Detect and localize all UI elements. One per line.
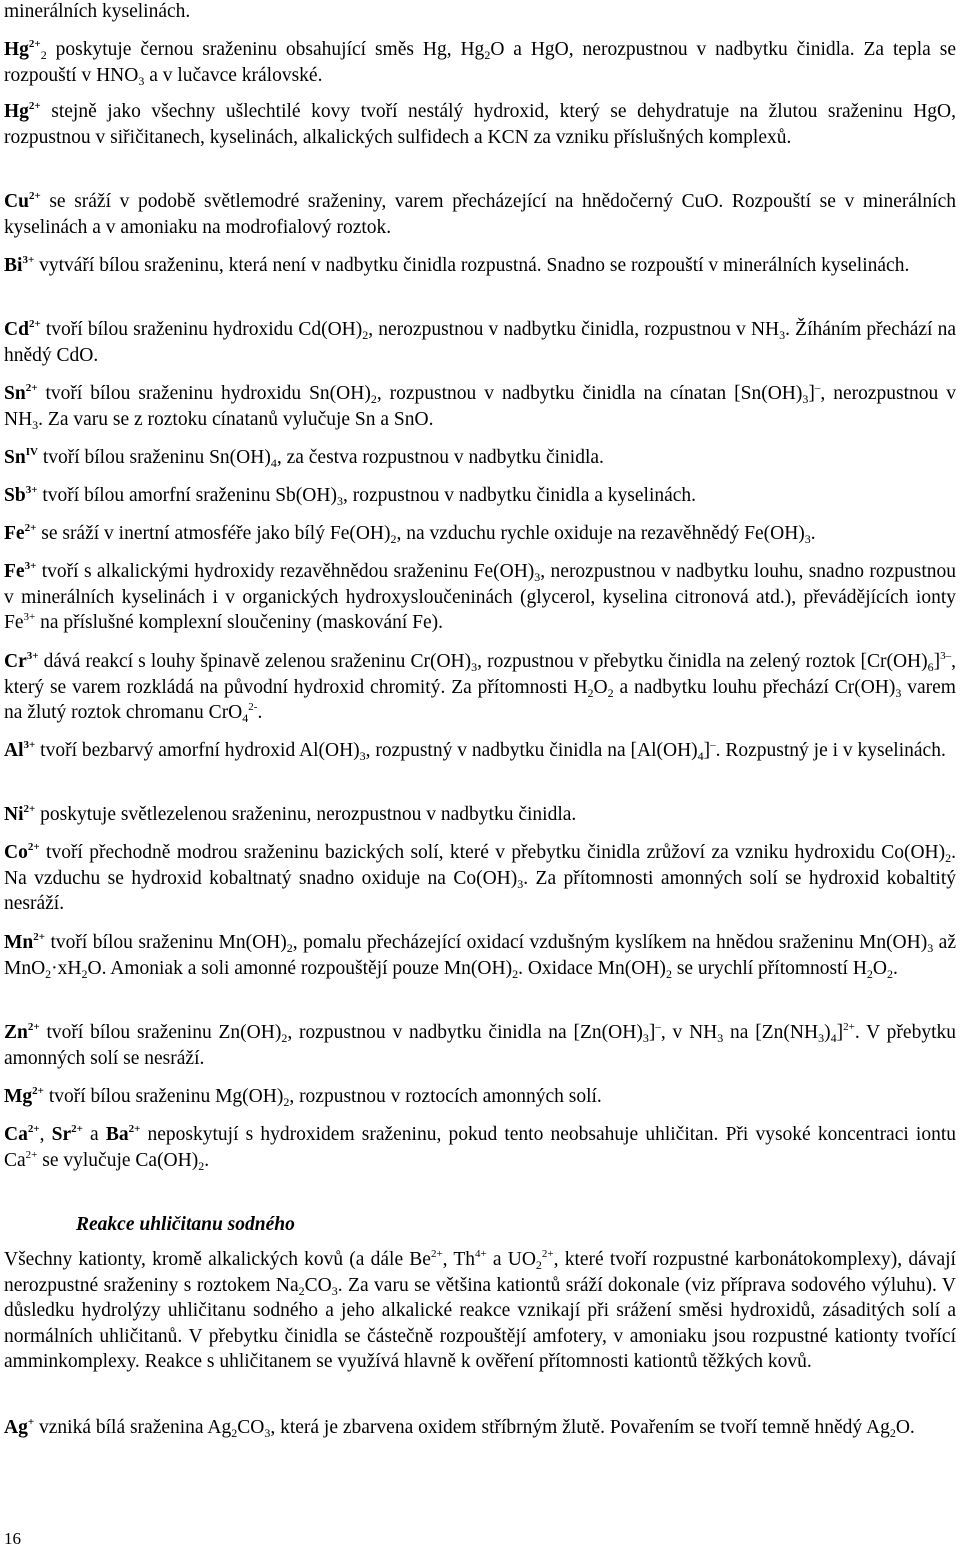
superscript: 2+ <box>128 1123 141 1135</box>
paragraph-cd <box>4 317 956 368</box>
page-number: 16 <box>4 1529 21 1548</box>
text-run: , který se varem rozkládá na původní hydroxid chromitý. Za přítomnosti H <box>4 651 956 698</box>
text-run: dává reakcí s louhy špinavě zelenou sraženinu Cr(OH) <box>38 651 472 672</box>
text-run: CO <box>304 1274 332 1296</box>
text-run: vzniká bílá sraženina Ag <box>34 1417 232 1438</box>
subscript: 2 <box>298 1283 305 1298</box>
ion-label: Bi <box>4 255 23 276</box>
superscript: 2+ <box>27 1123 40 1135</box>
text-run: . Žíháním přechází na hnědý CdO. <box>4 319 957 366</box>
text-run: . Za přítomnosti amonných solí se hydroxid kobaltitý nesráží. <box>4 867 956 914</box>
text-run: se urychlí přítomností H <box>671 957 867 979</box>
subscript: 2 <box>535 1258 542 1272</box>
text-run: ] <box>933 651 941 672</box>
text-run: na příslušné komplexní sloučeniny (maskování Fe). <box>35 612 444 633</box>
text-run: . <box>204 1149 210 1171</box>
text-run: varem na žlutý roztok chromanu CrO <box>4 676 956 723</box>
subscript: 3 <box>779 328 786 342</box>
text-run: ] <box>808 383 815 404</box>
subscript: 4 <box>830 1031 837 1045</box>
superscript: 2+ <box>25 382 38 394</box>
ion-label: Ca <box>4 1124 28 1145</box>
subscript: 4 <box>697 749 704 763</box>
paragraph-carbonate-intro <box>4 1247 956 1375</box>
text-run: , Th <box>442 1249 476 1270</box>
text-run: tvoří bílou amorfní sraženinu Sb(OH) <box>37 485 337 506</box>
text-run: . <box>810 523 816 544</box>
superscript: 2+ <box>32 1085 44 1097</box>
superscript: – <box>814 382 821 394</box>
text-run: poskytuje černou sraženinu obsahující směs Hg, Hg <box>46 39 485 60</box>
text-run: tvoří bezbarvý amorfní hydroxid Al(OH) <box>35 740 360 761</box>
ion-label: Ba <box>105 1124 129 1145</box>
subscript: 3 <box>32 417 39 432</box>
superscript: 2+ <box>24 522 37 534</box>
superscript: IV <box>25 446 38 458</box>
text-run: ·xH <box>51 957 82 979</box>
superscript: 2- <box>248 701 258 713</box>
subscript: 3 <box>517 876 524 891</box>
paragraph-mn <box>4 930 956 981</box>
superscript: 3+ <box>25 484 38 496</box>
superscript: 2+ <box>33 931 46 943</box>
text-run: až MnO <box>4 932 956 979</box>
text-run: , v NH <box>660 1022 718 1043</box>
subscript: 2 <box>281 1031 288 1045</box>
text-run: , <box>39 1124 52 1145</box>
paragraph-intro-tail <box>4 0 956 25</box>
text-run: na [Zn(NH <box>723 1022 819 1043</box>
text-run: . <box>893 957 898 979</box>
subscript: 3 <box>138 73 145 88</box>
paragraph-mg <box>4 1084 956 1110</box>
text-run: . Za varu se z roztoku cínatanů vylučuje Sn a SnO. <box>38 408 434 430</box>
ion-label: Ag <box>4 1417 28 1438</box>
text-run: tvoří přechodně modrou sraženinu bazických solí, které v přebytku činidla zrůžoví za vzniku hydroxidu Co(OH) <box>39 842 946 863</box>
subscript: 3 <box>717 1031 724 1045</box>
superscript: 3+ <box>22 254 35 266</box>
text-run: . <box>257 702 263 723</box>
paragraph-sn4 <box>4 445 956 471</box>
text-run: . Rozpustný je i v kyselinách. <box>715 740 946 761</box>
ion-label: Sn <box>4 383 26 404</box>
superscript: 3+ <box>23 739 36 751</box>
ion-label: Fe <box>4 523 25 544</box>
text-run: O. <box>895 1417 915 1438</box>
subscript: 2 <box>362 328 369 342</box>
text-run: ] <box>703 740 711 761</box>
subscript: 2 <box>866 966 873 981</box>
paragraph-hg-2 <box>4 37 956 88</box>
superscript: 2+ <box>27 841 40 853</box>
text-run: ] <box>836 1022 844 1043</box>
text-run: , pomalu přecházející oxidací vzdušným kyslíkem na hnědou sraženinu Mn(OH) <box>292 932 928 953</box>
subscript: 2 <box>889 1426 896 1440</box>
superscript: – <box>655 1021 661 1033</box>
subscript: 2 <box>484 48 491 62</box>
ion-label: Mn <box>4 932 34 953</box>
text-run: , rozpustnou v nadbytku činidla a kyselinách. <box>342 485 697 506</box>
superscript: 3– <box>940 650 952 662</box>
superscript: + <box>27 1416 35 1428</box>
subscript: 2 <box>390 532 397 546</box>
subscript: 3 <box>927 941 934 955</box>
ion-label: Al <box>4 740 24 761</box>
subscript: 2 <box>40 48 47 62</box>
text-run: , za čestva rozpustnou v nadbytku činidla. <box>276 447 604 468</box>
subscript: 3 <box>802 392 809 406</box>
ion-label: Sb <box>4 485 26 506</box>
subscript: 3 <box>804 532 811 546</box>
text-run: se sráží v podobě světlemodré sraženiny, varem přecházející na hnědočerný CuO. Rozpouští se v minerálních kyselinách a v amoniaku na modrofialový roztok. <box>4 191 956 238</box>
paragraph-sb <box>4 483 956 509</box>
ion-label: Sr <box>51 1124 72 1145</box>
text-run: tvoří bílou sraženinu Mg(OH) <box>43 1086 284 1107</box>
text-run: tvoří bílou sraženinu hydroxidu Cd(OH) <box>40 319 363 340</box>
text-run: a nadbytku louhu přechází Cr(OH) <box>613 676 896 698</box>
subscript: 2 <box>286 941 293 955</box>
ion-label: Cr <box>4 651 27 672</box>
paragraph-cu <box>4 189 956 240</box>
subscript: 2 <box>587 685 594 700</box>
paragraph-hg2plus <box>4 99 956 150</box>
text-run: tvoří bílou sraženinu Mn(OH) <box>45 932 287 953</box>
text-run: poskytuje světlezelenou sraženinu, nerozpustnou v nadbytku činidla. <box>35 804 577 825</box>
text-run: tvoří s alkalickými hydroxidy rezavěhnědou sraženinu Fe(OH) <box>36 561 535 582</box>
subscript: 3 <box>895 685 902 700</box>
text-run: , rozpustnou v nadbytku činidla na [Zn(OH) <box>287 1022 643 1043</box>
superscript: 3+ <box>23 611 36 623</box>
text-run: neposkytují s hydroxidem sraženinu, pokud tento neobsahuje uhličitan. Při vysoké koncentraci iontu Ca <box>4 1124 957 1171</box>
ion-label: Hg <box>4 101 29 122</box>
text-run: a UO <box>486 1249 536 1270</box>
superscript: 2+ <box>27 1021 40 1033</box>
ion-label: Sn <box>4 447 26 468</box>
subscript: 2 <box>512 966 519 981</box>
superscript: 2+ <box>71 1123 83 1135</box>
text-run: , rozpustný v nadbytku činidla na [Al(OH) <box>365 740 698 761</box>
paragraph-bi <box>4 253 956 279</box>
text-run: a v lučavce královské. <box>144 64 323 86</box>
text-run: , na vzduchu rychle oxiduje na rezavěhnědý Fe(OH) <box>396 523 805 544</box>
superscript: – <box>710 739 716 751</box>
subscript: 4 <box>242 711 249 725</box>
superscript: 2+ <box>23 803 36 815</box>
subscript: 2 <box>231 1426 238 1440</box>
superscript: 2+ <box>28 190 41 202</box>
text-run: ] <box>648 1022 656 1043</box>
subscript: 3 <box>471 660 478 674</box>
ion-label: Cd <box>4 319 29 340</box>
text-run: , nerozpustnou v NH <box>4 383 956 430</box>
text-run: O <box>872 957 888 979</box>
subscript: 2 <box>283 1095 290 1109</box>
text-run: tvoří bílou sraženinu hydroxidu Sn(OH) <box>37 383 371 404</box>
paragraph-al <box>4 738 956 764</box>
paragraph-fe2 <box>4 521 956 547</box>
subscript: 3 <box>534 570 541 584</box>
text-run: ) <box>824 1022 831 1043</box>
subscript: 6 <box>927 660 934 674</box>
subscript: 2 <box>887 966 894 981</box>
subscript: 2 <box>665 966 672 981</box>
ion-label: Cu <box>4 191 29 212</box>
text-run: , nerozpustnou v nadbytku louhu, snadno rozpustnou v minerálních kyselinách i v organických hydroxysloučeninách (glycerol, kyselina citronová atd.), převádějících ionty Fe <box>4 561 956 633</box>
subscript: 2 <box>945 851 952 865</box>
superscript: 2+ <box>28 318 41 330</box>
text-run: , rozpustnou v roztocích amonných solí. <box>289 1086 602 1107</box>
subscript: 3 <box>359 749 366 763</box>
subscript: 3 <box>264 1426 271 1440</box>
text-run: , která je zbarvena oxidem stříbrným žlutě. Povařením se tvoří temně hnědý Ag <box>270 1417 890 1438</box>
ion-label: Ni <box>4 804 24 825</box>
text-run: Všechny kationty, kromě alkalických kovů (a dále Be <box>4 1249 431 1270</box>
text-run: a <box>82 1124 106 1145</box>
text-run: vytváří bílou sraženinu, která není v nadbytku činidla rozpustná. Snadno se rozpouští v minerálních kyselinách. <box>34 255 910 276</box>
subscript: 2 <box>607 685 614 700</box>
subscript: 2 <box>370 392 377 406</box>
text-run: CO <box>237 1417 265 1438</box>
text-run: . Oxidace Mn(OH) <box>518 957 666 979</box>
superscript: 4+ <box>475 1248 487 1260</box>
text-run: stejně jako všechny ušlechtilé kovy tvoří nestálý hydroxid, který se dehydratuje na žlutou sraženinu HgO, rozpustnou v siřičitanech, kyselinách, alkalických sulfidech a KCN za vzniku příslušných komplexů. <box>4 101 956 148</box>
ion-label: Mg <box>4 1086 33 1107</box>
text-run: tvoří bílou sraženinu Sn(OH) <box>37 447 271 468</box>
superscript: 2+ <box>430 1248 443 1260</box>
text-run: , které tvoří rozpustné karbonátokomplexy), dávají nerozpustné sraženiny s roztokem Na <box>4 1249 956 1296</box>
superscript: 3+ <box>24 560 37 572</box>
text-run: , nerozpustnou v nadbytku činidla, rozpustnou v NH <box>368 319 780 340</box>
subscript: 3 <box>336 494 343 508</box>
superscript: 2+ <box>843 1021 855 1033</box>
text-run: O. Amoniak a soli amonné rozpouštějí pouze Mn(OH) <box>87 957 513 979</box>
text-run: , rozpustnou v nadbytku činidla na cínatan [Sn(OH) <box>376 383 803 404</box>
ion-label: Co <box>4 842 28 863</box>
subscript: 3 <box>818 1031 825 1045</box>
superscript: 2+ <box>541 1248 554 1260</box>
ion-label: Fe <box>4 561 25 582</box>
ion-label: Hg <box>4 39 29 60</box>
paragraph-sn2 <box>4 381 956 432</box>
subscript: 2 <box>198 1158 205 1173</box>
paragraph-cr <box>4 649 956 726</box>
text-run: , rozpustnou v přebytku činidla na zelený roztok [Cr(OH) <box>477 651 928 672</box>
subscript: 4 <box>270 456 277 470</box>
text-run: O <box>593 676 608 698</box>
text-run: . V přebytku amonných solí se nesráží. <box>4 1022 957 1069</box>
paragraph-ag <box>4 1415 956 1441</box>
text-run: O a HgO, nerozpustnou v nadbytku činidla. Za tepla se rozpouští v HNO <box>4 39 956 86</box>
text-run: . Na vzduchu se hydroxid kobaltnatý snadno oxiduje na Co(OH) <box>4 842 956 889</box>
subscript: 3 <box>642 1031 649 1045</box>
subscript: 3 <box>331 1283 338 1298</box>
paragraph-fe3 <box>4 559 956 636</box>
subscript: 2 <box>45 966 52 981</box>
ion-label: Zn <box>4 1022 28 1043</box>
paragraph-co <box>4 840 956 917</box>
text-run: tvoří bílou sraženinu Zn(OH) <box>39 1022 282 1043</box>
superscript: 2+ <box>25 1148 38 1161</box>
superscript: 2+ <box>28 100 41 112</box>
superscript: 2+ <box>28 38 41 50</box>
section-heading: Reakce uhličitanu sodného <box>76 1214 295 1235</box>
paragraph-zn <box>4 1020 956 1071</box>
superscript: 3+ <box>26 650 39 662</box>
paragraph-ca-sr-ba <box>4 1122 956 1173</box>
text-run: . Za varu se většina kationtů sráží dokonale (viz příprava sodového výluhu). V důsledku hydrolýzy uhličitanu sodného a jeho alkalické reakce vznikají při srážení směsi hydroxidů, zásaditých solí a normálních uhličitanů. V přebytku činidla se částečně rozpouštějí amfotery, v amoniaku jsou rozpustné kationty tvořící amminkomplexy. Reakce s uhličitanem se využívá hlavně k ověření přítomnosti kationtů těžkých kovů. <box>4 1274 956 1372</box>
paragraph-ni <box>4 802 956 828</box>
text-run: minerálních kyselinách. <box>4 1 191 22</box>
text-run: se sráží v inertní atmosféře jako bílý Fe(OH) <box>36 523 391 544</box>
text-run: se vylučuje Ca(OH) <box>37 1149 199 1171</box>
subscript: 2 <box>81 966 88 981</box>
